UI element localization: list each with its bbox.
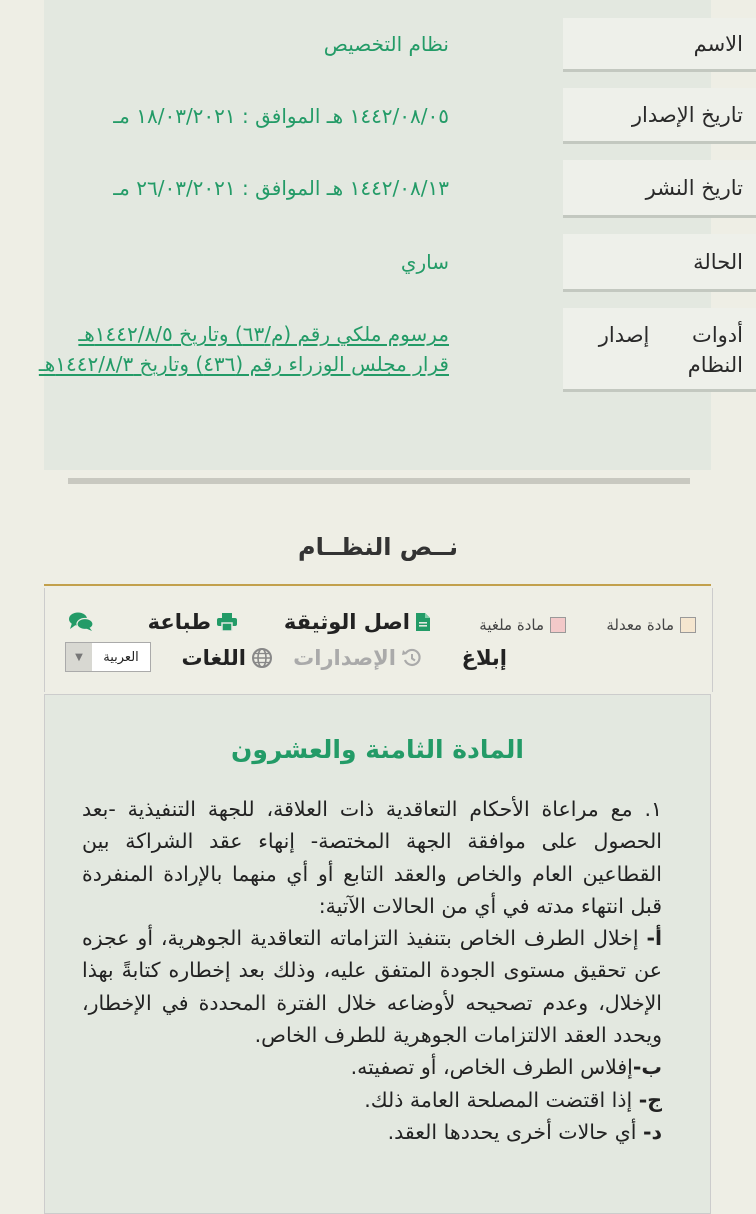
label-text: تاريخ النشر [645,175,743,200]
globe-icon [252,648,272,668]
label-issue-date [563,88,756,144]
item-marker: أ- [646,926,662,951]
label-status [563,234,756,292]
article-item [82,1051,662,1083]
item-text: إفلاس الطرف الخاص، أو تصفيته. [350,1055,633,1080]
article-item [82,1116,662,1148]
notify-label: إبلاغ [461,646,507,670]
print-button[interactable] [148,610,237,634]
value-name: نظام التخصيص [323,32,449,56]
article-intro: ١. مع مراعاة الأحكام التعاقدية ذات العلاقة، للجهة التنفيذية -بعد الحصول على موافقة الجهة المختصة- إنهاء عقد الشراكة بين القطاعين العام والخاص والعقد التابع أو أي منهما بالإرادة المنفردة قبل انتهاء مدته في أي من الحالات الآتية: [82,797,662,918]
article-item [82,1084,662,1116]
notify-button[interactable] [462,646,507,670]
document-toolbar [44,588,713,692]
legend-repealed-swatch [550,617,566,633]
label-text: الحالة [693,249,743,274]
article-panel [44,694,711,1214]
royal-decree-link[interactable]: مرسوم ملكي رقم (م/٦٣) وتاريخ ١٤٤٢/٨/٥هـ [78,322,449,346]
language-select[interactable] [65,642,151,672]
item-marker: ج- [638,1087,662,1112]
item-marker: د- [642,1119,662,1144]
label-name [563,18,756,72]
issuance-links [29,320,449,378]
value-issue-date: ١٤٤٢/٠٨/٠٥ هـ الموافق : ١٨/٠٣/٢٠٢١ مـ [113,104,449,128]
languages-control [182,646,273,670]
item-marker: ب- [632,1055,662,1080]
versions-label: الإصدارات [293,646,396,670]
value-status: ساري [400,250,449,274]
history-icon [402,648,422,668]
legend-repealed [479,616,566,634]
label-text: تاريخ الإصدار [631,102,743,127]
section-title: نــص النظــام [298,533,458,561]
legend-modified-label: مادة معدلة [606,616,674,634]
label-text-line1: أدوات إصدار [598,323,743,347]
comments-button[interactable] [69,612,93,632]
label-issuance-tools [563,308,756,392]
language-selected: العربية [103,649,139,665]
legend-modified-swatch [680,617,696,633]
dropdown-arrow-icon: ▼ [66,643,92,671]
legend-modified [606,616,696,634]
item-text: أي حالات أخرى يحددها العقد. [387,1119,643,1144]
article-body [82,793,662,1148]
comments-icon [69,612,93,632]
versions-button[interactable] [293,646,422,670]
printer-icon [217,613,237,631]
legend-repealed-label: مادة ملغية [479,616,544,634]
item-text: إذا اقتضت المصلحة العامة ذلك. [364,1087,639,1112]
article-title: المادة الثامنة والعشرون [231,735,524,764]
original-document-label: اصل الوثيقة [283,610,410,634]
label-text: الاسم [693,31,743,56]
label-text-line2: النظام [687,353,743,377]
languages-label: اللغات [181,646,246,670]
card-shadow [68,478,690,484]
cabinet-decision-link[interactable]: قرار مجلس الوزراء رقم (٤٣٦) وتاريخ ١٤٤٢/٨/٣هـ [38,352,449,376]
article-item [82,922,662,1051]
original-document-button[interactable] [284,610,430,634]
item-text: إخلال الطرف الخاص بتنفيذ التزاماته التعاقدية الجوهرية، أو عجزه عن تحقيق مستوى الجودة المتفق عليه، وذلك بعد إخطاره كتابةً بهذا الإخلال، وعدم تصحيحه لأوضاعه خلال الفترة المحددة في الإخطار، ويحدد العقد الالتزامات الجوهرية للطرف الخاص. [82,926,662,1048]
label-publish-date [563,160,756,218]
value-publish-date: ١٤٤٢/٠٨/١٣ هـ الموافق : ٢٦/٠٣/٢٠٢١ مـ [113,176,449,200]
gold-divider [44,584,711,586]
regulation-info-card [38,0,743,470]
document-icon [416,613,430,631]
print-label: طباعة [147,610,211,634]
